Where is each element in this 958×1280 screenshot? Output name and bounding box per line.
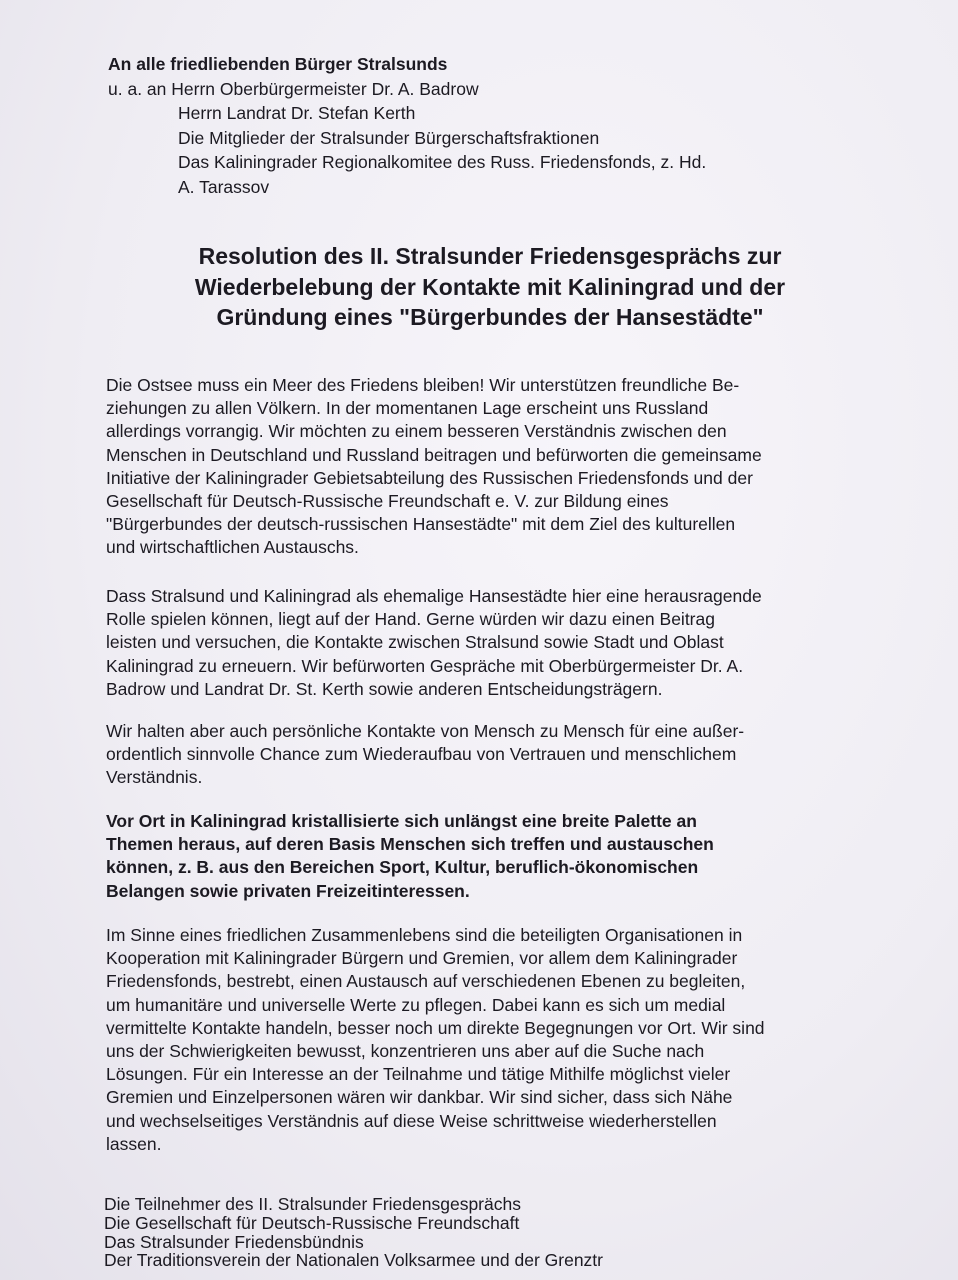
text-line: Dass Stralsund und Kaliningrad als ehemalige Hansestädte hier eine herausragende (106, 586, 762, 606)
address-recipient: A. Tarassov (178, 176, 270, 197)
signatories-block (104, 1195, 864, 1270)
signatory: Die Gesellschaft für Deutsch-Russische Freundschaft (104, 1212, 520, 1233)
text-line: Badrow und Landrat Dr. St. Kerth sowie anderen Entscheidungsträgern. (106, 678, 663, 699)
text-line: allerdings vorrangig. Wir möchten zu einem besseren Verständnis zwischen den (106, 421, 727, 442)
address-salutation: An alle friedliebenden Bürger Stralsunds (108, 54, 448, 74)
signatory: Das Stralsunder Friedensbündnis (104, 1231, 364, 1252)
text-line: "Bürgerbundes der deutsch-russischen Hansestädte" mit dem Ziel des kulturellen (106, 514, 736, 535)
text-line: Friedensfonds, bestrebt, einen Austausch auf verschiedenen Ebenen zu begleiten, (106, 971, 746, 992)
resolution-title (120, 241, 860, 333)
title-line: Wiederbelebung der Kontakte mit Kaliningrad und der (194, 273, 786, 300)
title-line: Gründung eines "Bürgerbundes der Hansestädte" (216, 304, 764, 330)
paragraph-topics-bold (106, 810, 796, 903)
text-line: Gesellschaft für Deutsch-Russische Freundschaft e. V. zur Bildung eines (106, 491, 669, 512)
text-line: Lösungen. Für ein Interesse an der Teilnahme und tätige Mithilfe möglichst vieler (106, 1064, 731, 1085)
signatory: Die Teilnehmer des II. Stralsunder Friedensgesprächs (104, 1194, 521, 1214)
text-line: Belangen sowie privaten Freizeitinteressen. (106, 880, 470, 901)
text-line: vermittelte Kontakte handeln, besser noch um direkte Begegnungen vor Ort. Wir sind (106, 1017, 765, 1038)
text-line: Themen heraus, auf deren Basis Menschen sich treffen und austauschen (106, 834, 714, 855)
text-line: Kooperation mit Kaliningrader Bürgern und Gremien, vor allem dem Kaliningrader (106, 948, 738, 969)
text-line: Menschen in Deutschland und Russland beitragen und befürworten die gemeinsame (106, 444, 762, 465)
address-primary-recipient: u. a. an Herrn Oberbürgermeister Dr. A. Badrow (108, 78, 479, 99)
text-line: Initiative der Kaliningrader Gebietsabteilung des Russischen Friedensfonds und der (106, 467, 753, 488)
text-line: und wirtschaftlichen Austauschs. (106, 537, 359, 558)
text-line: leisten und versuchen, die Kontakte zwischen Stralsund sowie Stadt und Oblast (106, 632, 724, 653)
text-line: Die Ostsee muss ein Meer des Friedens bleiben! Wir unterstützen freundliche Be- (106, 375, 740, 395)
paragraph-cooperation (106, 924, 866, 1156)
text-line: lassen. (106, 1133, 162, 1154)
text-line: Verständnis. (106, 767, 203, 788)
text-line: um humanitäre und universelle Werte zu pflegen. Dabei kann es sich um medial (106, 994, 726, 1015)
text-line: Vor Ort in Kaliningrad kristallisierte sich unlängst eine breite Palette an (106, 811, 697, 831)
text-line: und wechselseitiges Verständnis auf diese Weise schrittweise wiederherstellen (106, 1110, 717, 1131)
address-block (108, 52, 706, 199)
address-recipient: Die Mitglieder der Stralsunder Bürgerschaftsfraktionen (178, 127, 600, 148)
text-line: können, z. B. aus den Bereichen Sport, Kultur, beruflich-ökonomischen (106, 857, 699, 878)
text-line: Rolle spielen können, liegt auf der Hand. Gerne würden wir dazu einen Beitrag (106, 609, 715, 630)
text-line: Kaliningrad zu erneuern. Wir befürworten Gespräche mit Oberbürgermeister Dr. A. (106, 655, 744, 676)
paragraph-hanseatic (106, 585, 866, 701)
signatory: Der Traditionsverein der Nationalen Volksarmee und der Grenztr (104, 1250, 603, 1271)
paragraph-personal-contacts (106, 720, 866, 790)
text-line: Gremien und Einzelpersonen wären wir dankbar. Wir sind sicher, dass sich Nähe (106, 1087, 733, 1108)
address-recipient: Herrn Landrat Dr. Stefan Kerth (178, 103, 416, 123)
text-line: uns der Schwierigkeiten bewusst, konzentrieren uns aber auf die Suche nach (106, 1041, 705, 1062)
address-recipient: Das Kaliningrader Regionalkomitee des Russ. Friedensfonds, z. Hd. (178, 152, 707, 172)
text-line: Wir halten aber auch persönliche Kontakte von Mensch zu Mensch für eine außer- (106, 721, 745, 741)
text-line: ordentlich sinnvolle Chance zum Wiederaufbau von Vertrauen und menschlichem (106, 744, 737, 765)
text-line: ziehungen zu allen Völkern. In der momentanen Lage erscheint uns Russland (106, 398, 709, 419)
text-line: Im Sinne eines friedlichen Zusammenlebens sind die beteiligten Organisationen in (106, 925, 743, 945)
title-line: Resolution des II. Stralsunder Friedensgesprächs zur (198, 243, 782, 269)
paragraph-intro (106, 374, 866, 560)
